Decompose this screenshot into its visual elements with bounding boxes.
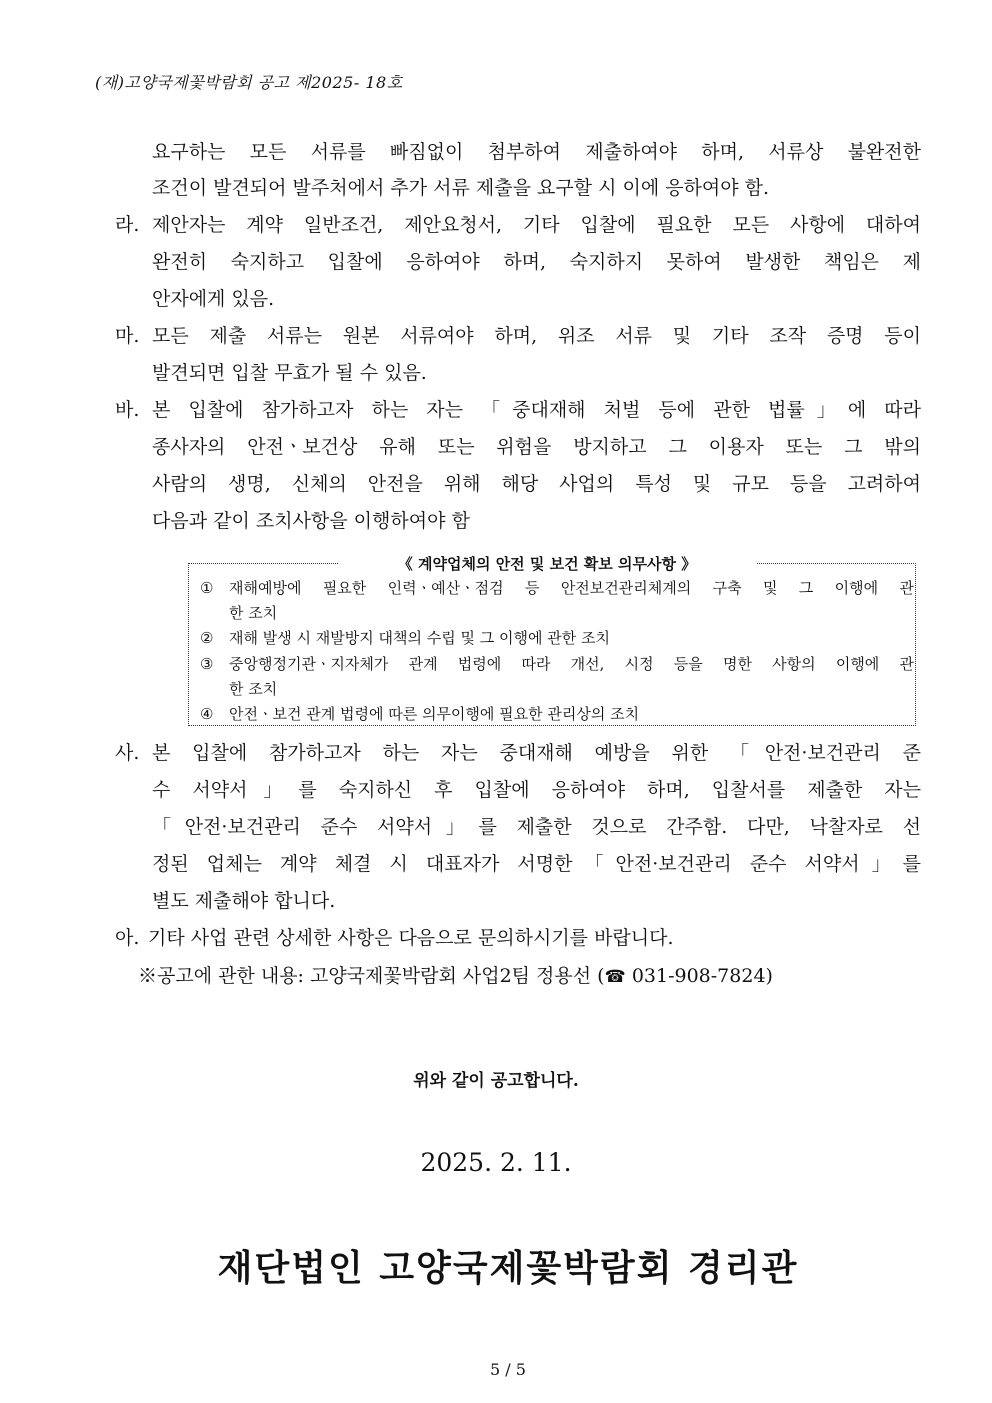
line-text: 종사자의 안전ㆍ보건상 유해 또는 위험을 방지하고 그 이용자 또는 그 밖의	[152, 436, 921, 458]
body-line	[115, 846, 921, 882]
body-line	[115, 883, 921, 919]
item-marker: 바.	[115, 399, 140, 421]
issuing-organization: 재단법인 고양국제꽃박람회 경리관	[217, 1247, 799, 1289]
line-text: 제안자는 계약 일반조건, 제안요청서, 기타 입찰에 필요한 모든 사항에 대하여	[152, 214, 921, 236]
line-text: 「안전·보건관리 준수 서약서」를 제출한 것으로 간주함. 다만, 낙찰자로 선	[152, 816, 921, 838]
line-text: 본 입찰에 참가하고자 하는 자는 중대재해 예방을 위한 「안전·보건관리 준	[152, 742, 921, 764]
line-text: 안자에게 있음.	[152, 288, 275, 310]
contact-info	[138, 958, 773, 994]
safety-item-3	[200, 652, 914, 677]
safety-item-3-cont	[200, 677, 914, 702]
body-line	[115, 355, 921, 391]
item-marker: 아.	[115, 927, 140, 949]
safety-item-1-cont	[200, 601, 914, 626]
item-ma	[115, 318, 921, 354]
safety-item-1	[200, 576, 914, 601]
item-text: 재해 발생 시 재발방지 대책의 수립 및 그 이행에 관한 조치	[229, 629, 610, 647]
item-text: 한 조치	[229, 680, 278, 698]
closing-statement: 위와 같이 공고합니다.	[413, 1071, 579, 1091]
item-text: 한 조치	[229, 604, 278, 622]
item-marker: 마.	[115, 325, 140, 347]
line-text: 발견되면 입찰 무효가 될 수 있음.	[152, 362, 427, 384]
item-number: ③	[200, 655, 214, 673]
line-text: 모든 제출 서류는 원본 서류여야 하며, 위조 서류 및 기타 조작 증명 등이	[152, 325, 921, 347]
body-line	[115, 281, 921, 317]
item-number: ④	[200, 705, 214, 723]
line-text: 사람의 생명, 신체의 안전을 위해 해당 사업의 특성 및 규모 등을 고려하여	[152, 473, 921, 495]
notice-date: 2025. 2. 11.	[420, 1148, 572, 1177]
contact-phone: 031-908-7824)	[631, 965, 773, 987]
item-text: 중앙행정기관ㆍ지자체가 관계 법령에 따라 개선, 시정 등을 명한 사항의 이행에 관	[229, 655, 914, 673]
item-marker: 사.	[115, 742, 140, 764]
item-number: ②	[200, 629, 214, 647]
body-line	[115, 429, 921, 465]
body-line	[115, 244, 921, 280]
line-text: 본 입찰에 참가하고자 하는 자는 「중대재해 처벌 등에 관한 법률」에 따라	[152, 399, 921, 421]
item-marker: 라.	[115, 214, 140, 236]
item-ra	[115, 207, 921, 243]
item-number: ①	[200, 579, 214, 597]
body-line	[115, 170, 921, 206]
body-line	[115, 466, 921, 502]
safety-item-4	[200, 702, 914, 727]
body-line	[115, 772, 921, 808]
safety-box-title: 《 계약업체의 안전 및 보건 확보 의무사항 》	[338, 551, 756, 577]
line-text: 수 서약서」를 숙지하신 후 입찰에 응하여야 하며, 입찰서를 제출한 자는	[152, 779, 921, 801]
body-line	[115, 134, 921, 170]
body-line	[115, 503, 921, 539]
line-text: 조건이 발견되어 발주처에서 추가 서류 제출을 요구할 시 이에 응하여야 함.	[152, 177, 770, 199]
item-sa	[115, 735, 921, 771]
item-text: 재해예방에 필요한 인력ㆍ예산ㆍ점검 등 안전보건관리체계의 구축 및 그 이행에 관	[229, 579, 914, 597]
contact-prefix: ※공고에 관한 내용: 고양국제꽃박람회 사업2팀 정용선 (	[138, 965, 605, 987]
safety-item-2	[200, 626, 914, 651]
line-text: 요구하는 모든 서류를 빠짐없이 첨부하여 제출하여야 하며, 서류상 불완전한	[152, 141, 921, 163]
line-text: 다음과 같이 조치사항을 이행하여야 함	[152, 510, 470, 532]
phone-icon: ☎	[604, 967, 626, 987]
line-text: 완전히 숙지하고 입찰에 응하여야 하며, 숙지하지 못하여 발생한 책임은 제	[152, 251, 921, 273]
body-line	[115, 809, 921, 845]
item-a	[115, 920, 921, 956]
item-ba	[115, 392, 921, 428]
item-text: 안전ㆍ보건 관계 법령에 따른 의무이행에 필요한 관리상의 조치	[229, 705, 640, 723]
page-number: 5 / 5	[490, 1360, 526, 1379]
line-text: 기타 사업 관련 상세한 사항은 다음으로 문의하시기를 바랍니다.	[148, 927, 674, 949]
notice-number-header: (재)고양국제꽃박람회 공고 제2025- 18호	[95, 73, 403, 92]
line-text: 별도 제출해야 합니다.	[152, 890, 336, 912]
line-text: 정된 업체는 계약 체결 시 대표자가 서명한「안전·보건관리 준수 서약서」를	[152, 853, 921, 875]
